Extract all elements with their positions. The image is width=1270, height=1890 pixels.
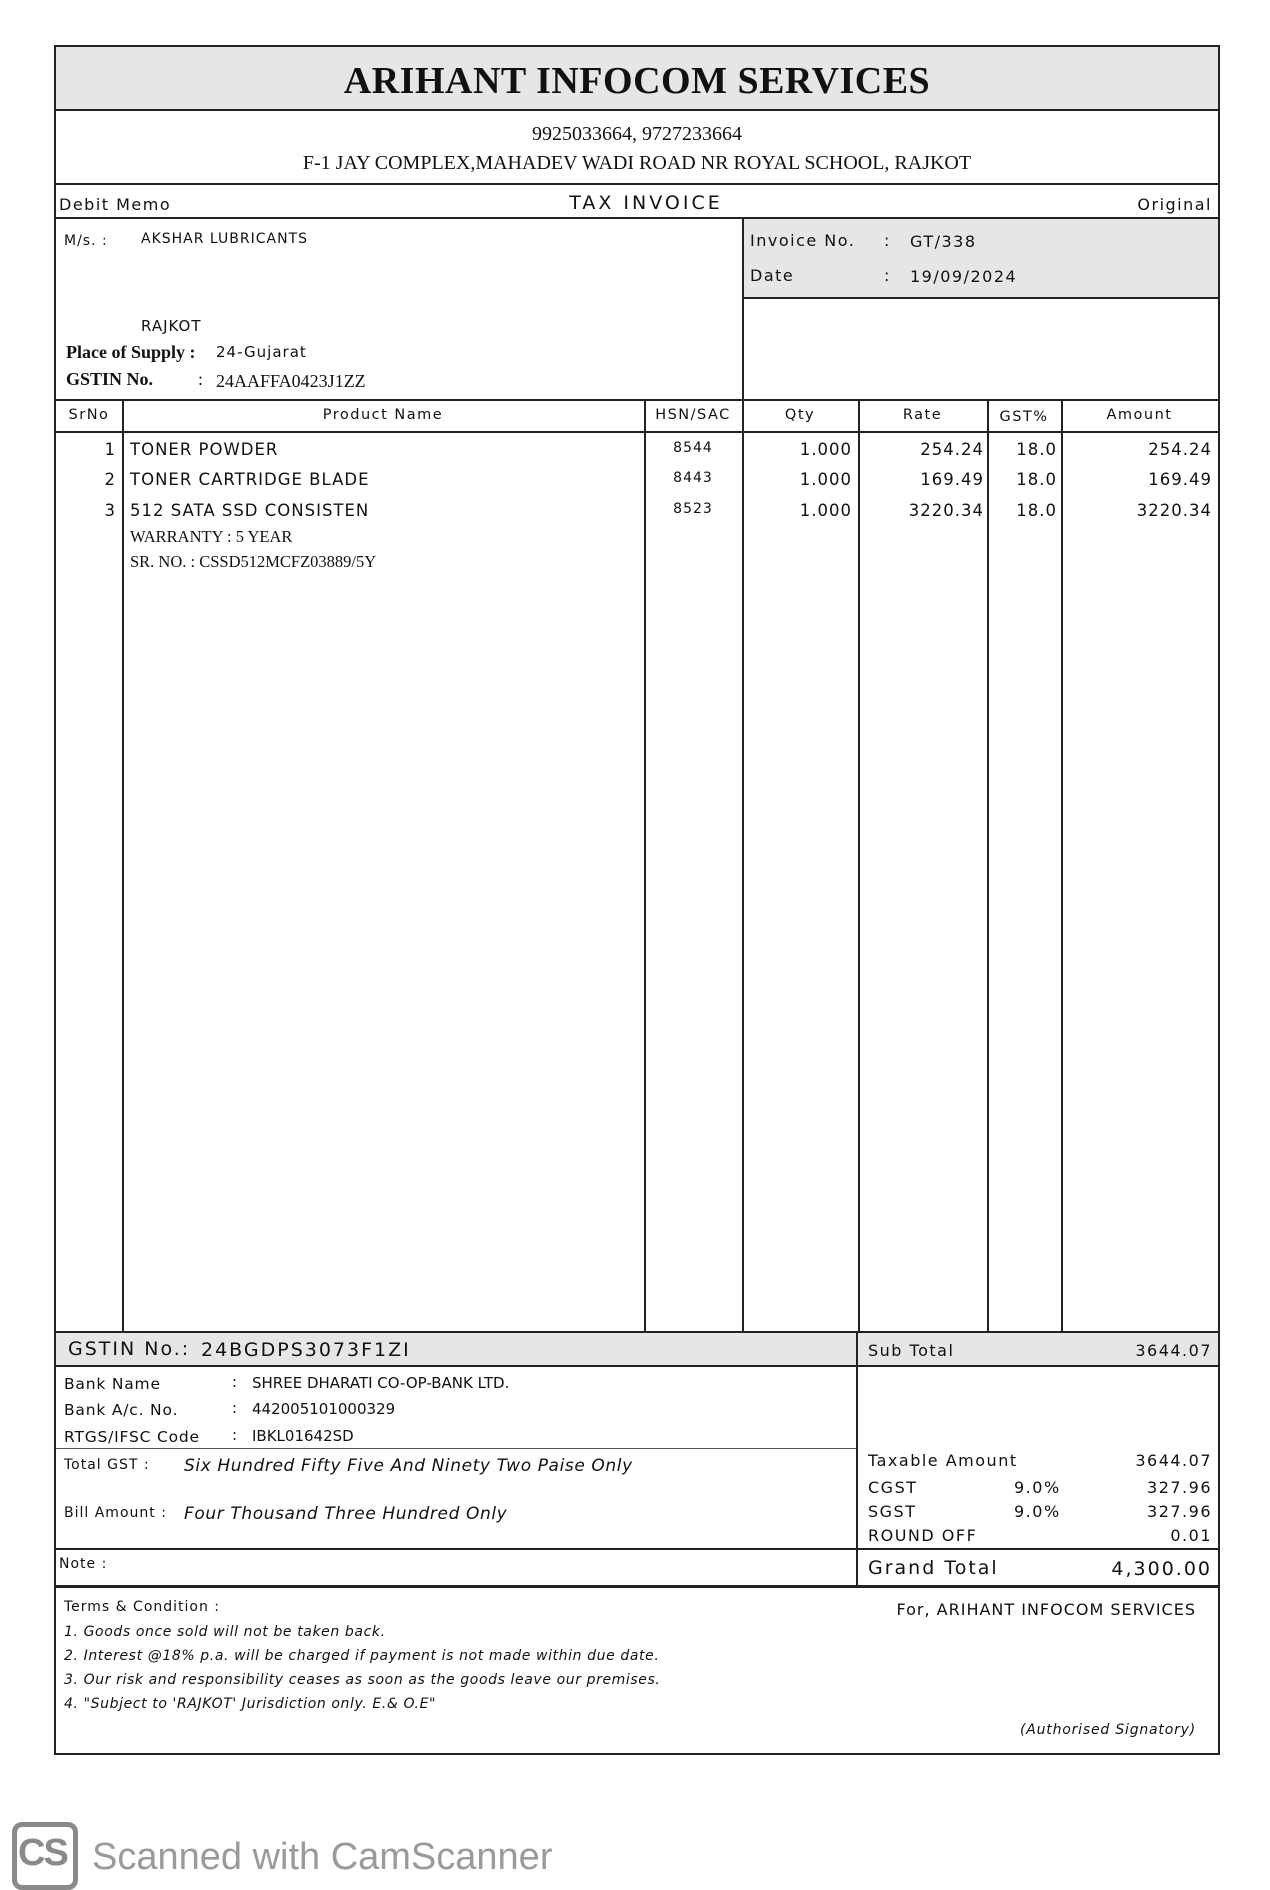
bank-ac-label: Bank A/c. No.	[64, 1401, 179, 1419]
buyer-gstin-colon: :	[198, 369, 204, 389]
ifsc: IBKL01642SD	[252, 1427, 354, 1445]
cgst-label: CGST	[868, 1478, 918, 1497]
invoice-date: 19/09/2024	[910, 267, 1018, 286]
grand-total-value: 4,300.00	[1111, 1558, 1212, 1580]
table-row-3-qty: 1.000	[799, 501, 852, 520]
table-row-1-product: TONER POWDER	[130, 440, 279, 459]
bill-amount-words: Four Thousand Three Hundred Only	[184, 1504, 508, 1524]
company-address: F-1 JAY COMPLEX,MAHADEV WADI ROAD NR ROYAL SCHOOL, RAJKOT	[302, 152, 972, 174]
company-phones: 9925033664, 9727233664	[532, 123, 742, 145]
ifsc-colon: :	[232, 1426, 238, 1444]
ms-label: M/s. :	[64, 233, 108, 249]
col-header-product: Product Name	[322, 407, 444, 423]
invoice-no-colon: :	[884, 231, 891, 250]
seller-gstin-label: GSTIN No.:	[68, 1338, 191, 1360]
table-row-3-rate: 3220.34	[908, 501, 984, 520]
signature-for-line: For, ARIHANT INFOCOM SERVICES	[896, 1600, 1196, 1619]
invoice-no: GT/338	[910, 232, 977, 251]
sub-total-value: 3644.07	[1135, 1341, 1212, 1360]
buyer-name: AKSHAR LUBRICANTS	[141, 231, 309, 247]
table-row-2-hsn: 8443	[673, 470, 713, 486]
sgst-value: 327.96	[1147, 1502, 1212, 1521]
col-header-rate: Rate	[902, 407, 943, 423]
buyer-city: RAJKOT	[141, 317, 202, 335]
table-row-1-srno: 1	[104, 440, 116, 459]
invoice-document	[54, 45, 1220, 1755]
table-row-2-amount: 169.49	[1148, 470, 1212, 489]
date-colon: :	[884, 266, 891, 285]
table-row-3-srno: 3	[104, 501, 116, 520]
sub-total-label: Sub Total	[868, 1341, 955, 1360]
camscanner-logo-text: CS	[18, 1832, 67, 1874]
table-row-1-amount: 254.24	[1148, 440, 1212, 459]
table-row-2-rate: 169.49	[920, 470, 984, 489]
buyer-gstin-label: GSTIN No.	[66, 369, 154, 389]
col-header-hsn: HSN/SAC	[655, 407, 731, 423]
table-row-3-gst: 18.0	[1016, 501, 1057, 520]
table-row-2-srno: 2	[104, 470, 116, 489]
table-row-1-rate: 254.24	[920, 440, 984, 459]
col-header-gst: GST%	[999, 409, 1049, 425]
bank-name: SHREE DHARATI CO-OP-BANK LTD.	[252, 1374, 510, 1392]
table-row-2-gst: 18.0	[1016, 470, 1057, 489]
term-3: 3. Our risk and responsibility ceases as soon as the goods leave our premises.	[64, 1672, 661, 1688]
total-gst-label: Total GST :	[64, 1457, 150, 1473]
bill-amount-label: Bill Amount :	[64, 1505, 167, 1521]
total-gst-words: Six Hundred Fifty Five And Ninety Two Paise Only	[184, 1456, 633, 1476]
table-row-3-product: 512 SATA SSD CONSISTEN	[130, 501, 370, 520]
terms-title: Terms & Condition :	[64, 1599, 221, 1615]
cgst-rate: 9.0%	[1014, 1478, 1061, 1497]
ifsc-label: RTGS/IFSC Code	[64, 1428, 200, 1446]
note-label: Note :	[59, 1556, 108, 1572]
taxable-amount-label: Taxable Amount	[868, 1451, 1018, 1470]
seller-gstin: 24BGDPS3073F1ZI	[201, 1339, 411, 1361]
date-label: Date	[750, 266, 795, 285]
table-row-3-hsn: 8523	[673, 501, 713, 517]
taxable-amount-value: 3644.07	[1135, 1451, 1212, 1470]
term-4: 4. "Subject to 'RAJKOT' Jurisdiction only. E.& O.E"	[64, 1696, 437, 1712]
term-1: 1. Goods once sold will not be taken back.	[64, 1624, 386, 1640]
place-of-supply-value: 24-Gujarat	[216, 343, 307, 361]
invoice-title: TAX INVOICE	[569, 192, 723, 214]
bank-name-colon: :	[232, 1373, 238, 1391]
round-off-label: ROUND OFF	[868, 1526, 978, 1545]
term-2: 2. Interest @18% p.a. will be charged if payment is not made within due date.	[64, 1648, 660, 1664]
invoice-no-label: Invoice No.	[750, 231, 856, 250]
table-row-2-product: TONER CARTRIDGE BLADE	[130, 470, 370, 489]
authorised-signatory: (Authorised Signatory)	[1019, 1722, 1196, 1738]
copy-type: Original	[1137, 195, 1212, 214]
table-row-1-qty: 1.000	[799, 440, 852, 459]
company-name: ARIHANT INFOCOM SERVICES	[343, 60, 931, 102]
round-off-value: 0.01	[1170, 1526, 1212, 1545]
item-note-serial: SR. NO. : CSSD512MCFZ03889/5Y	[130, 552, 377, 571]
table-row-1-hsn: 8544	[673, 440, 713, 456]
bank-name-label: Bank Name	[64, 1375, 161, 1393]
cgst-value: 327.96	[1147, 1478, 1212, 1497]
col-header-qty: Qty	[784, 407, 816, 423]
memo-type: Debit Memo	[59, 195, 172, 214]
camscanner-text: Scanned with CamScanner	[92, 1836, 553, 1878]
table-row-1-gst: 18.0	[1016, 440, 1057, 459]
grand-total-label: Grand Total	[868, 1557, 999, 1579]
item-note-warranty: WARRANTY : 5 YEAR	[130, 527, 293, 546]
table-row-2-qty: 1.000	[799, 470, 852, 489]
table-row-3-amount: 3220.34	[1136, 501, 1212, 520]
col-header-srno: SrNo	[68, 407, 110, 423]
sgst-label: SGST	[868, 1502, 917, 1521]
sgst-rate: 9.0%	[1014, 1502, 1061, 1521]
col-header-amount: Amount	[1106, 407, 1173, 423]
place-of-supply-label: Place of Supply :	[66, 342, 196, 362]
bank-ac-colon: :	[232, 1399, 238, 1417]
bank-ac: 442005101000329	[252, 1400, 396, 1418]
buyer-gstin: 24AAFFA0423J1ZZ	[216, 371, 366, 391]
